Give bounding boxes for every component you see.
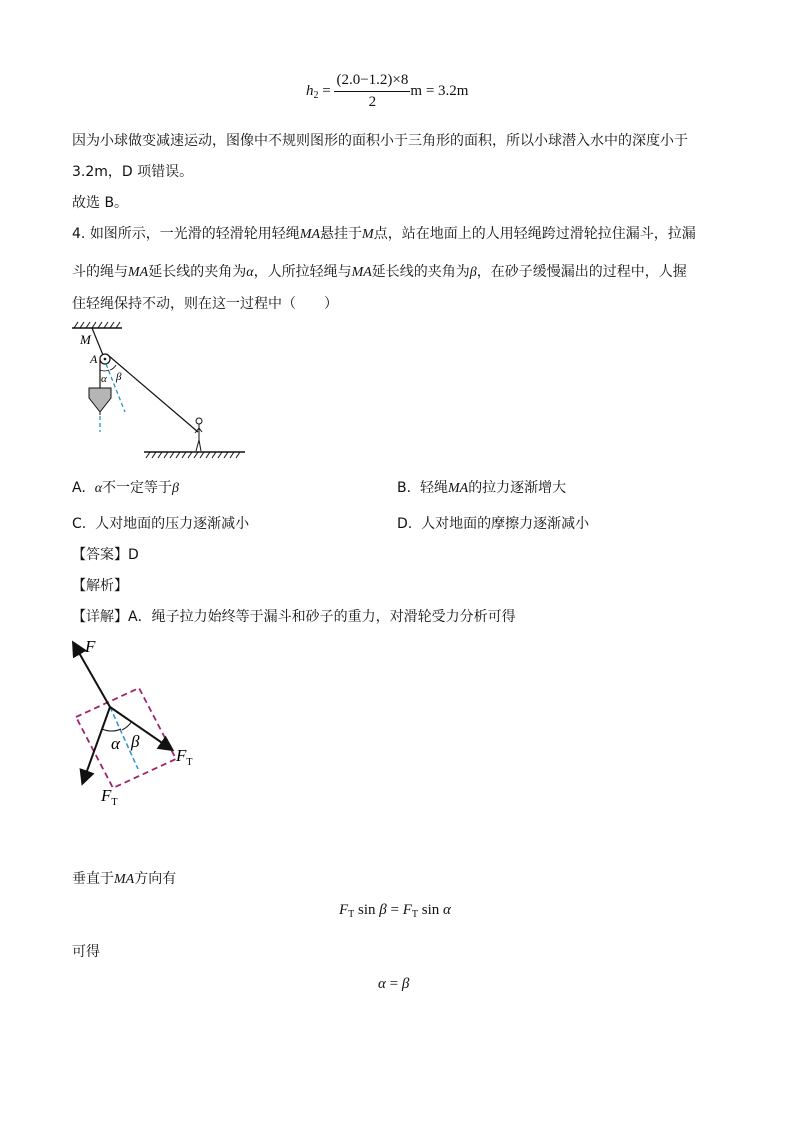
- label-M: M: [80, 332, 91, 347]
- question-line1: 4. 如图所示，一光滑的轻滑轮用轻绳MA悬挂于M点，站在地面上的人用轻绳跨过滑轮拉住漏斗，拉漏: [72, 226, 696, 242]
- numerator: (2.0−1.2)×8: [334, 72, 410, 92]
- rope-person: [109, 356, 198, 432]
- label-FT-right: $F_T$: [176, 746, 193, 768]
- denominator: 2: [368, 94, 377, 110]
- option-b[interactable]: B. 轻绳MA的拉力逐渐增大: [397, 480, 567, 496]
- question-line3: 住轻绳保持不动，则在这一过程中（ ）: [72, 296, 338, 312]
- detail-text: A．绳子拉力始终等于漏斗和砂子的重力，对滑轮受力分析可得: [128, 609, 516, 625]
- force-figure: [64, 635, 214, 810]
- option-a[interactable]: A. α不一定等于β: [72, 480, 180, 496]
- choose-b: 故选 B。: [72, 195, 129, 211]
- label-alpha: α: [111, 734, 120, 753]
- fraction: [334, 72, 410, 111]
- pulley-figure: [70, 320, 255, 465]
- funnel: [89, 388, 111, 412]
- answer-line: [72, 545, 139, 565]
- para-d-line1: 因为小球做变减速运动，图像中不规则图形的面积小于三角形的面积，所以小球潜入水中的深度小于: [72, 133, 688, 149]
- analysis-tag: 【解析】: [72, 578, 128, 594]
- detail-tag: 【详解】: [72, 609, 128, 625]
- ceiling-hatch: [74, 322, 120, 328]
- kede-line: 可得: [72, 944, 100, 960]
- label-beta: β: [116, 371, 122, 383]
- equation-alpha-beta: α = β: [378, 976, 410, 992]
- var-h: h: [306, 82, 314, 99]
- person: [195, 418, 202, 451]
- unit: m: [410, 82, 423, 99]
- option-c[interactable]: C. 人对地面的压力逐渐减小: [72, 516, 250, 532]
- equation-sin: $F_T$ $\sin \beta = F_T$ sin α: [339, 902, 451, 920]
- answer-tag: 【答案】: [72, 547, 128, 563]
- label-MA: MA: [299, 227, 321, 242]
- equation-h2: $h_2$ = $\frac{(2.0-1.2)\times 8}{2}$ m = 3.2m: [306, 72, 469, 110]
- label-A: A: [90, 352, 98, 366]
- answer-value: D: [128, 547, 139, 563]
- rope-MA: [92, 328, 103, 355]
- para-d-line2: 3.2m，D 项错误。: [72, 164, 194, 180]
- label-alpha: α: [101, 373, 107, 385]
- detail-line: [72, 607, 516, 627]
- label-beta: β: [131, 732, 140, 751]
- perp-line: 垂直于MA方向有: [72, 871, 177, 887]
- ground-hatch: [146, 452, 240, 458]
- parallelogram-box: [76, 688, 176, 788]
- result: = 3.2m: [425, 82, 469, 99]
- label-F: F: [85, 637, 96, 656]
- sub-2: 2: [313, 89, 319, 101]
- option-d[interactable]: D. 人对地面的摩擦力逐渐减小: [397, 516, 590, 532]
- question-line2: 斗的绳与MA延长线的夹角为α，人所拉轻绳与MA延长线的夹角为β，在砂子缓慢漏出的过程中，人握: [72, 264, 687, 280]
- force-FT-down: [83, 707, 110, 782]
- label-FT-down: $F_T$: [101, 786, 118, 808]
- label-M: M: [362, 227, 374, 242]
